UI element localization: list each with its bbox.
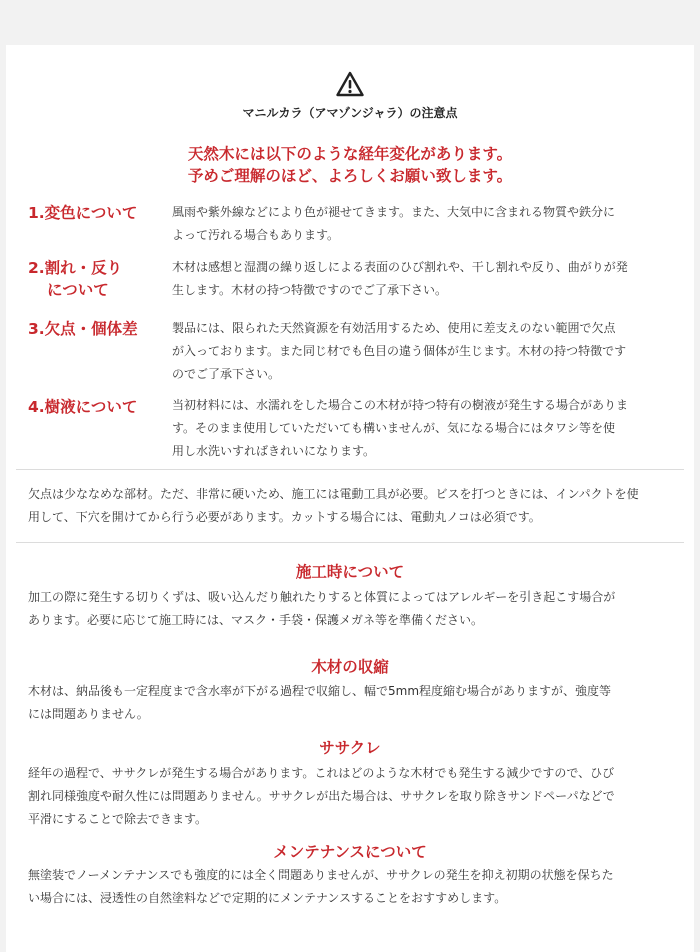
text-line: 木材は感想と湿潤の繰り返しによる表面のひび割れや、干し割れや反り、曲がりが発 [172, 260, 628, 274]
text-line: 用して、下穴を開けてから行う必要があります。カットする場合には、電動丸ノコは必須です。 [28, 510, 541, 524]
text-line: よって汚れる場合もあります。 [172, 228, 340, 242]
section-text-shrinkage [28, 680, 678, 726]
note-paragraph [28, 483, 678, 529]
item-label-line-2: について [47, 281, 109, 299]
divider [16, 542, 684, 543]
section-title-shrinkage: 木材の収縮 [311, 658, 389, 676]
text-line: 経年の過程で、ササクレが発生する場合があります。これはどのような木材でも発生する減少ですので、ひび [28, 766, 615, 780]
divider [16, 469, 684, 470]
item-label-line: 3.欠点・個体差 [28, 320, 138, 338]
text-line: が入っております。また同じ材でも色目の違う個体が生じます。木材の持つ特徴です [172, 344, 627, 358]
text-line: のでご了承下さい。 [172, 367, 281, 381]
item-label-sap [28, 396, 168, 418]
item-label-line: 2.割れ・反り [28, 259, 123, 277]
section-text-construction [28, 586, 678, 632]
text-line: 製品には、限られた天然資源を有効活用するため、使用に差支えのない範囲で欠点 [172, 321, 616, 335]
intro-line-1: 天然木には以下のような経年変化があります。 [187, 145, 513, 163]
item-label-line: 1.変色について [28, 204, 138, 222]
item-label-defects [28, 318, 168, 340]
text-line: には問題ありません。 [28, 707, 149, 721]
text-line: 生します。木材の持つ特徴ですのでご了承下さい。 [172, 283, 448, 297]
intro-line-2: 予めご理解のほど、よろしくお願い致します。 [187, 167, 513, 185]
item-text-discoloration [172, 201, 672, 247]
text-line: 用し水洗いすればきれいになります。 [172, 444, 376, 458]
text-line: 加工の際に発生する切りくずは、吸い込んだり触れたりすると体質によってはアレルギーを引き起こす場合が [28, 590, 616, 604]
item-label-line: 4.樹液について [28, 398, 138, 416]
text-line: 無塗装でノーメンテナンスでも強度的には全く問題ありませんが、ササクレの発生を抑え初期の状態を保ちた [28, 868, 614, 882]
item-text-cracks [172, 256, 672, 302]
text-line: 木材は、納品後も一定程度まで含水率が下がる過程で収縮し、幅で5mm程度縮む場合がありますが、強度等 [28, 684, 612, 698]
text-line: あります。必要に応じて施工時には、マスク・手袋・保護メガネ等を準備ください。 [28, 613, 484, 627]
text-line: い場合には、浸透性の自然塗料などで定期的にメンテナンスすることをおすすめします。 [28, 891, 507, 905]
text-line: 平滑にすることで除去できます。 [28, 812, 208, 826]
item-text-defects [172, 317, 672, 386]
notice-title: マニルカラ（アマゾンジャラ）の注意点 [242, 106, 458, 120]
text-line: す。そのまま使用していただいても構いませんが、気になる場合にはタワシ等を使 [172, 421, 616, 435]
text-line: 割れ同様強度や耐久性には問題ありません。ササクレが出た場合は、ササクレを取り除きサンドペーパなどで [28, 789, 615, 803]
text-line: 欠点は少ななめな部材。ただ、非常に硬いため、施工には電動工具が必要。ビスを打つときには、インパクトを使 [28, 487, 639, 501]
section-text-splinters [28, 762, 678, 831]
section-title-splinters: ササクレ [319, 739, 381, 757]
warning-triangle-icon [336, 71, 364, 97]
item-text-sap [172, 394, 672, 463]
item-label-cracks [28, 257, 168, 301]
item-label-discoloration [28, 202, 168, 224]
text-line: 風雨や紫外線などにより色が褪せてきます。また、大気中に含まれる物質や鉄分に [172, 205, 616, 219]
section-title-construction: 施工時について [295, 563, 405, 581]
section-text-maintenance [28, 864, 678, 910]
section-title-maintenance: メンテナンスについて [273, 843, 427, 861]
text-line: 当初材料には、水濡れをした場合この木材が持つ特有の樹液が発生する場合がありま [172, 398, 629, 412]
